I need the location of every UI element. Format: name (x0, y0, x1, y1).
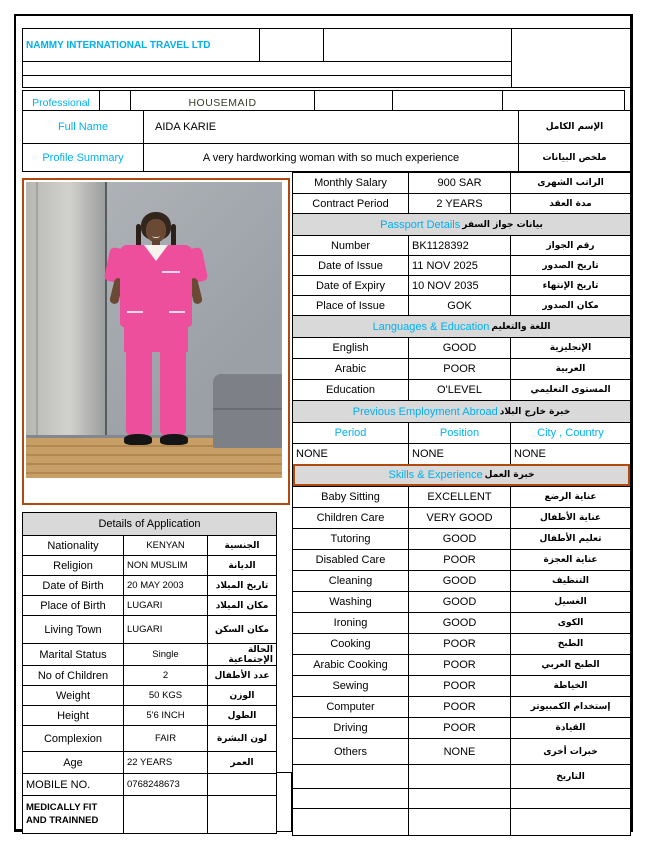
field-label: Arabic Cooking (313, 659, 388, 671)
table-row (293, 295, 630, 315)
company-name: NAMMY INTERNATIONAL TRAVEL LTD (26, 39, 211, 51)
section-title: Skills & Experience (388, 469, 483, 481)
field-label: Others (333, 745, 367, 758)
field-label-ar: تاريخ الصدور (510, 256, 630, 275)
field-label: Date of Birth (42, 579, 104, 592)
field-label: Children Care (316, 512, 385, 524)
field-label: Place of Birth (40, 599, 106, 612)
table-row (23, 643, 276, 665)
field-value: GOOD (408, 571, 510, 591)
field-value: 20 MAY 2003 (123, 576, 207, 595)
field-value: NONE (408, 739, 510, 764)
field-label-ar: الطول (207, 706, 276, 725)
field-label-ar: تعليم الأطفال (510, 529, 630, 549)
full-name-row (22, 110, 631, 144)
field-value (408, 765, 510, 788)
table-row (23, 595, 276, 615)
header-empty-cell (323, 29, 511, 61)
field-value: LUGARI (123, 596, 207, 615)
table-row (293, 654, 630, 675)
field-label-ar: الطبخ العربي (510, 655, 630, 675)
field-label-ar: مدة العقد (510, 194, 630, 213)
table-row (293, 235, 630, 255)
header-table (22, 28, 631, 88)
figure-pink-pants (124, 324, 188, 352)
table-row (293, 808, 630, 835)
field-label-ar: الجنسية (207, 536, 276, 555)
section-title: Languages & Education (372, 320, 490, 333)
field-value: POOR (408, 634, 510, 654)
field-label: Education (326, 384, 375, 396)
profession-value: HOUSEMAID (188, 97, 257, 109)
table-row (293, 738, 630, 764)
section-header (293, 214, 630, 235)
field-label: Computer (326, 701, 375, 713)
table-row (293, 591, 630, 612)
photo-sofa (213, 374, 282, 448)
table-row (293, 696, 630, 717)
field-value: POOR (408, 697, 510, 717)
field-value: 900 SAR (408, 173, 510, 193)
field-label-ar: المستوى التعليمي (510, 380, 630, 400)
field-value: POOR (408, 718, 510, 738)
field-value: Single (123, 644, 207, 665)
field-label: Living Town (44, 623, 102, 636)
field-label-ar: عناية العجزة (510, 550, 630, 570)
field-value: POOR (408, 676, 510, 696)
section-header-row (293, 464, 630, 486)
field-value (408, 809, 510, 835)
details-of-application-table (22, 512, 277, 834)
applicant-photo-box (22, 178, 290, 505)
section-header-row (293, 315, 630, 337)
table-row (293, 549, 630, 570)
field-value: GOOD (408, 613, 510, 633)
header-empty-row (23, 76, 511, 89)
field-label-ar: City , Country (510, 423, 630, 443)
field-label: Period (334, 427, 367, 439)
field-value: GOOD (408, 592, 510, 612)
field-label: Place of Issue (315, 299, 386, 312)
table-row (23, 575, 276, 595)
field-label-ar: عناية الأطفال (510, 508, 630, 528)
field-label: Nationality (47, 539, 99, 552)
field-value: Position (408, 423, 510, 443)
field-label: Complexion (43, 732, 103, 745)
field-value: VERY GOOD (408, 508, 510, 528)
table-row (23, 535, 276, 555)
field-label: Cooking (330, 638, 371, 650)
profile-summary-row (22, 143, 631, 172)
table-row (23, 795, 276, 833)
field-label: Arabic (334, 363, 367, 375)
full-name-label-ar: الإسم الكامل (518, 111, 630, 143)
section-header (293, 401, 630, 422)
field-value: 50 KGS (123, 686, 207, 705)
section-header (295, 466, 628, 484)
section-header (293, 316, 630, 337)
field-label-ar (207, 796, 276, 833)
main-info-table (292, 172, 631, 836)
field-value: O'LEVEL (408, 380, 510, 400)
field-label (293, 765, 408, 788)
field-label-ar: إستخدام الكمبيوتر (510, 697, 630, 717)
header-empty-row (23, 62, 511, 75)
field-label-ar (510, 789, 630, 808)
table-row (23, 665, 276, 685)
field-label-ar: الديانة (207, 556, 276, 575)
field-value (123, 796, 207, 833)
field-label: Height (57, 709, 89, 722)
field-label: English (332, 342, 369, 354)
field-label: Religion (53, 559, 93, 572)
field-label: MOBILE NO. (26, 778, 91, 791)
professional-label: Professional (32, 97, 90, 109)
section-header-row (293, 213, 630, 235)
field-label-ar (207, 774, 276, 795)
field-value: 5'6 INCH (123, 706, 207, 725)
applicant-photo (26, 182, 282, 478)
table-row (293, 193, 630, 213)
field-label: MEDICALLY FIT AND TRAINNED (26, 801, 99, 826)
field-value: POOR (408, 655, 510, 675)
field-label: Baby Sitting (321, 491, 380, 503)
section-title-ar: بيانات جواز السفر (462, 219, 543, 230)
table-row (23, 751, 276, 773)
field-value: KENYAN (123, 536, 207, 555)
table-row (293, 507, 630, 528)
field-label (293, 809, 408, 835)
table-row (23, 725, 276, 751)
table-row (293, 528, 630, 549)
table-row (293, 486, 630, 507)
table-row (23, 685, 276, 705)
field-label-ar: خبرات أخرى (510, 739, 630, 764)
section-title-ar: اللغة والتعليم (491, 321, 551, 332)
table-row (23, 555, 276, 575)
field-label-ar: عناية الرضع (510, 487, 630, 507)
field-label-ar: تاريخ الإنتهاء (510, 276, 630, 295)
figure-shoe (124, 434, 152, 445)
table-row (293, 379, 630, 400)
field-label-ar: التاريخ (510, 765, 630, 788)
details-of-application-header: Details of Application (98, 518, 201, 530)
photo-applicant-figure (110, 212, 202, 460)
field-value: LUGARI (123, 616, 207, 643)
field-label-ar: الغسيل (510, 592, 630, 612)
field-value: BK1128392 (408, 236, 510, 255)
figure-pink-scrub-top (120, 245, 192, 327)
field-label: NONE (296, 448, 328, 460)
field-label-ar: الراتب الشهرى (510, 173, 630, 193)
field-label: Weight (55, 689, 91, 702)
field-label-ar: مكان الميلاد (207, 596, 276, 615)
field-value: GOK (408, 296, 510, 315)
field-label-ar: تاريخ الميلاد (207, 576, 276, 595)
field-value: 10 NOV 2035 (408, 276, 510, 295)
section-header-row (293, 400, 630, 422)
table-row (23, 773, 276, 795)
logo-placeholder-cell (511, 29, 630, 87)
field-label: Marital Status (39, 648, 107, 661)
field-value: POOR (408, 550, 510, 570)
table-row (23, 615, 276, 643)
field-label-ar (510, 809, 630, 835)
table-row (293, 764, 630, 788)
field-value: NON MUSLIM (123, 556, 207, 575)
table-row (293, 570, 630, 591)
field-label: Disabled Care (315, 554, 386, 566)
field-label-ar: العربية (510, 359, 630, 379)
field-label-ar: الوزن (207, 686, 276, 705)
field-value: GOOD (408, 338, 510, 358)
header-empty-cell (259, 29, 323, 61)
section-title-ar: خبرة خارج البلاد (499, 406, 571, 417)
field-value: 0768248673 (123, 774, 207, 795)
field-label-ar: الخياطة (510, 676, 630, 696)
full-name-value: AIDA KARIE (155, 121, 217, 133)
table-row (293, 443, 630, 464)
table-row (293, 255, 630, 275)
section-title-ar: خبرة العمل (484, 470, 535, 480)
field-label: Sewing (332, 680, 369, 692)
field-label: Driving (333, 722, 368, 734)
table-row (293, 717, 630, 738)
connector-cell (277, 772, 292, 832)
field-label-ar: الكوى (510, 613, 630, 633)
figure-shoe (160, 434, 188, 445)
table-row (293, 675, 630, 696)
field-label: Date of Expiry (315, 279, 386, 292)
table-row (293, 612, 630, 633)
field-label: Cleaning (328, 575, 373, 587)
field-label-ar: الطبخ (510, 634, 630, 654)
field-value: FAIR (123, 726, 207, 751)
field-label-ar: العمر (207, 752, 276, 773)
field-label: Date of Issue (318, 259, 383, 272)
figure-face (146, 219, 166, 242)
field-value (408, 789, 510, 808)
field-value: EXCELLENT (408, 487, 510, 507)
field-label: Ironing (333, 617, 368, 629)
table-row (23, 705, 276, 725)
field-label-ar: مكان السكن (207, 616, 276, 643)
field-label-ar: مكان الصدور (510, 296, 630, 315)
field-value: NONE (408, 444, 510, 464)
table-row (293, 275, 630, 295)
section-title: Passport Details (380, 218, 461, 231)
profile-summary-value: A very hardworking woman with so much experience (202, 151, 460, 164)
full-name-label: Full Name (57, 121, 109, 133)
section-title: Previous Employment Abroad (352, 405, 498, 418)
profile-summary-label-ar: ملخص البيانات (518, 144, 630, 171)
field-value: 2 (123, 666, 207, 685)
table-row (293, 422, 630, 443)
table-row (293, 633, 630, 654)
field-label: Contract Period (312, 197, 389, 210)
table-row (293, 788, 630, 808)
profile-summary-label: Profile Summary (42, 151, 124, 164)
field-label-ar: القيادة (510, 718, 630, 738)
photo-door (26, 182, 107, 440)
table-row (293, 173, 630, 193)
field-label: Number (330, 239, 371, 252)
field-label: Monthly Salary (314, 177, 387, 189)
field-label-ar: الإنجليزية (510, 338, 630, 358)
field-label-ar: لون البشرة (207, 726, 276, 751)
field-label: Age (63, 756, 83, 769)
field-label-ar: NONE (510, 444, 630, 464)
table-row (293, 337, 630, 358)
field-label-ar: رقم الجواز (510, 236, 630, 255)
field-label: No of Children (37, 669, 109, 682)
field-value: 22 YEARS (123, 752, 207, 773)
field-value: 11 NOV 2025 (408, 256, 510, 275)
field-value: 2 YEARS (408, 194, 510, 213)
table-row (293, 358, 630, 379)
field-label-ar: عدد الأطفال (207, 666, 276, 685)
field-value: POOR (408, 359, 510, 379)
field-label-ar: الحالة الإجتماعية (207, 644, 276, 665)
field-label-ar: التنظيف (510, 571, 630, 591)
field-label (293, 789, 408, 808)
field-label: Washing (329, 596, 372, 608)
field-value: GOOD (408, 529, 510, 549)
field-label: Tutoring (330, 533, 371, 545)
